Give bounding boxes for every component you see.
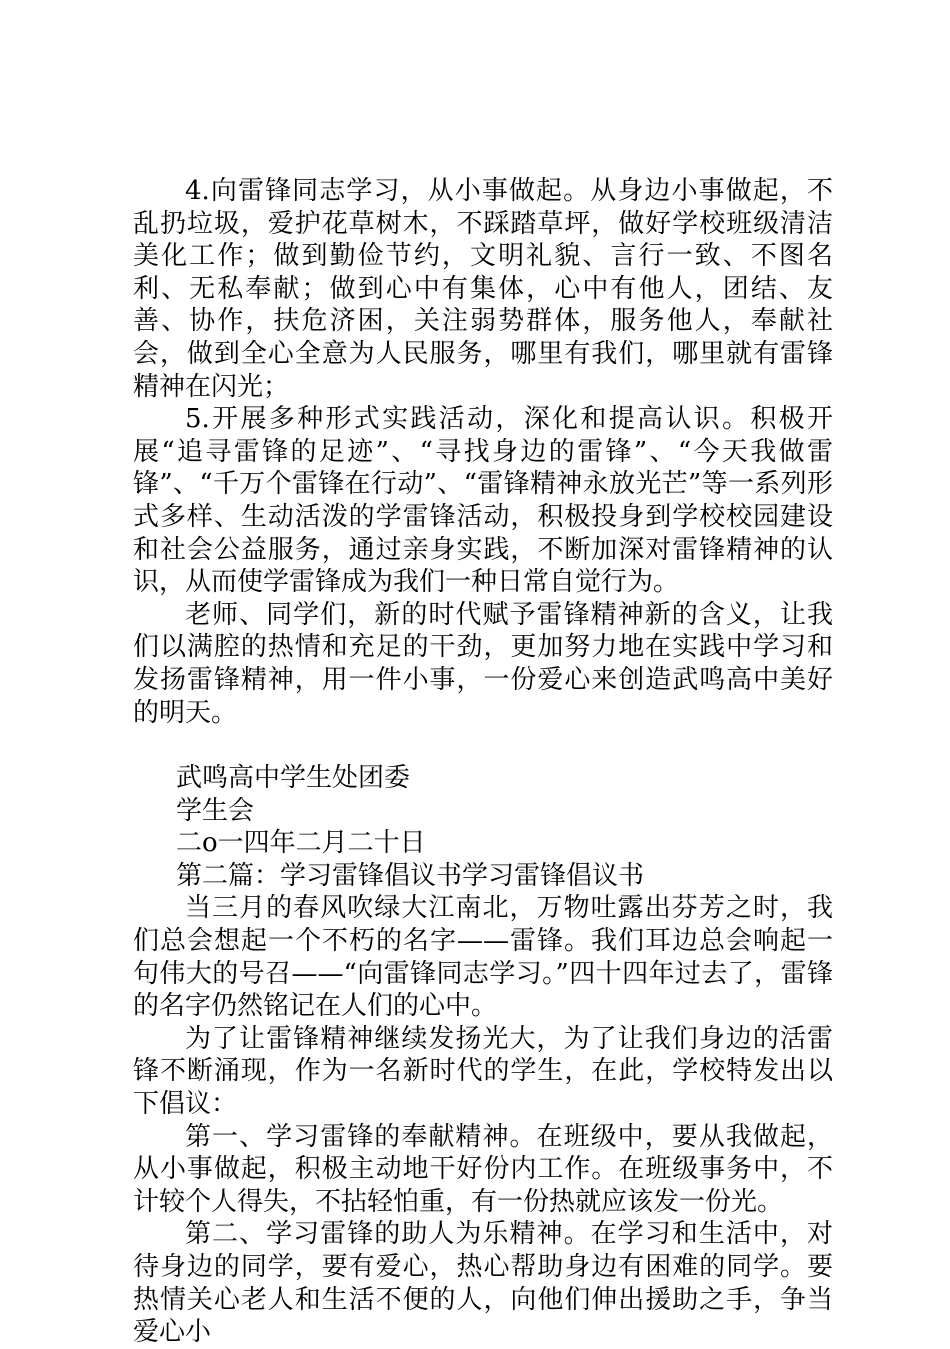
paragraph-closing: 老师、同学们，新的时代赋予雷锋精神新的含义，让我们以满腔的热情和充足的干劲，更加努力地在实践中学习和发扬雷锋精神，用一件小事，一份爱心来创造武鸣高中美好的明天。 [133, 599, 833, 728]
paragraph-intro: 当三月的春风吹绿大江南北，万物吐露出芬芳之时，我们总会想起一个不朽的名字——雷锋。我们耳边总会响起一句伟大的号召——“向雷锋同志学习。”四十四年过去了，雷锋的名字仍然铭记在人们的心中。 [133, 893, 833, 1022]
paragraph-item-4: 4.向雷锋同志学习，从小事做起。从身边小事做起，不乱扔垃圾，爱护花草树木，不踩踏草坪，做好学校班级清洁美化工作；做到勤俭节约，文明礼貌、言行一致、不图名利、无私奉献；做到心中有集体，心中有他人，团结、友善、协作，扶危济困，关注弱势群体，服务他人，奉献社会，做到全心全意为人民服务，哪里有我们，哪里就有雷锋精神在闪光； [133, 176, 833, 402]
signature-org: 武鸣高中学生处团委 [176, 763, 411, 794]
document-body [133, 175, 833, 1349]
paragraph-second: 第二、学习雷锋的助人为乐精神。在学习和生活中，对待身边的同学，要有爱心，热心帮助身边有困难的同学。要热情关心老人和生活不便的人，向他们伸出援助之手，争当爱心小 [133, 1219, 833, 1348]
blank-line [133, 729, 833, 762]
paragraph-proposal: 为了让雷锋精神继续发扬光大，为了让我们身边的活雷锋不断涌现，作为一名新时代的学生，在此，学校特发出以下倡议： [133, 1023, 833, 1120]
paragraph-first: 第一、学习雷锋的奉献精神。在班级中，要从我做起，从小事做起，积极主动地干好份内工作。在班级事务中，不计较个人得失，不拈轻怕重，有一份热就应该发一份光。 [133, 1121, 833, 1217]
paragraph-item-5: 5.开展多种形式实践活动，深化和提高认识。积极开展“追寻雷锋的足迹”、“寻找身边的雷锋”、“今天我做雷锋”、“千万个雷锋在行动”、“雷锋精神永放光芒”等一系列形式多样、生动活泼的学雷锋活动，积极投身到学校校园建设和社会公益服务，通过亲身实践，不断加深对雷锋精神的认识，从而使学雷锋成为我们一种日常自觉行为。 [133, 404, 833, 598]
chapter-title: 第二篇：学习雷锋倡议书学习雷锋倡议书 [176, 860, 645, 891]
signature-date: 二o一四年二月二十日 [176, 828, 426, 859]
signature-council: 学生会 [176, 795, 255, 826]
